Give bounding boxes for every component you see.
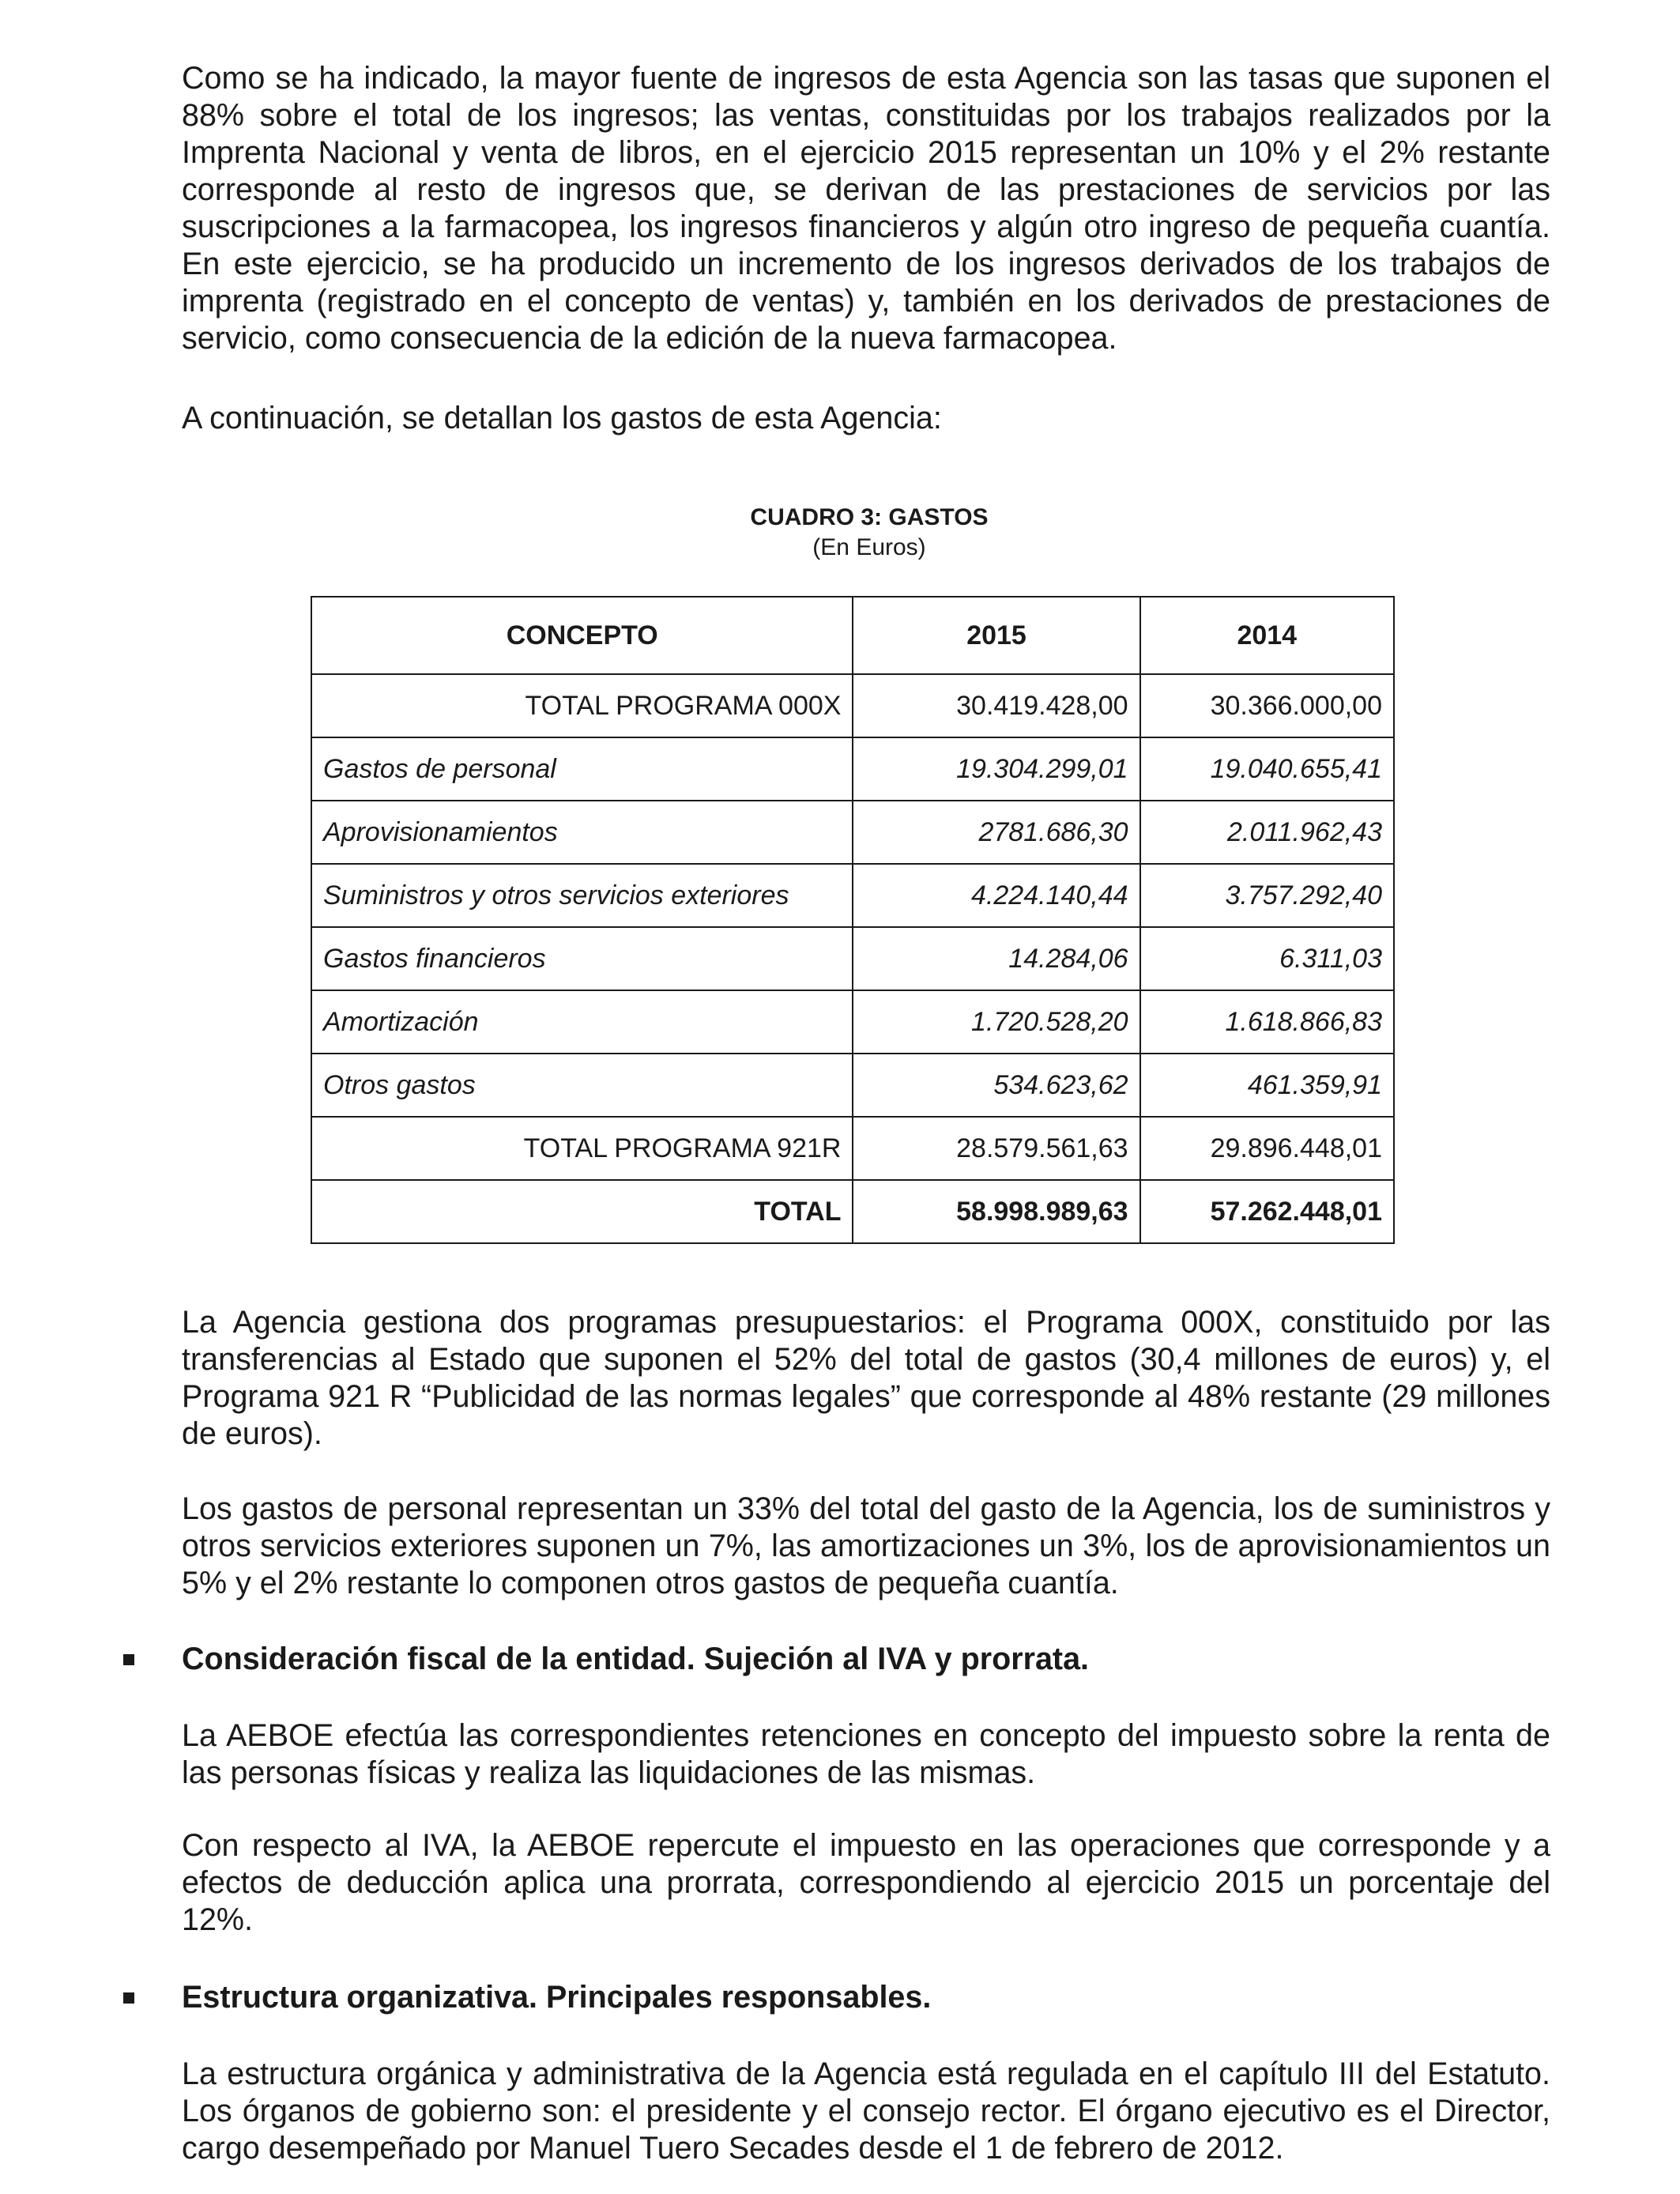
- gastos-table: [311, 596, 1395, 1244]
- table-row: [311, 927, 1394, 990]
- value-2014: 57.262.448,01: [1140, 1180, 1394, 1243]
- paragraph-programas: La Agencia gestiona dos programas presupuestarios: el Programa 000X, constituido por las transferencias al Estado que suponen el 52% del total de gastos (30,4 millones de euros) y, el Programa 921 R “Publicidad de las normas legales” que corresponde al 48% restante (29 millones de euros).: [182, 1305, 1550, 1451]
- table-row: [311, 864, 1394, 927]
- bullet-icon: [123, 1654, 134, 1665]
- row-label: Amortización: [311, 990, 853, 1054]
- paragraph-retenciones: La AEBOE efectúa las correspondientes retenciones en concepto del impuesto sobre la renta de las personas físicas y realiza las liquidaciones de las mismas.: [182, 1718, 1550, 1790]
- value-2015: 30.419.428,00: [853, 674, 1139, 737]
- header-2014: 2014: [1140, 597, 1394, 674]
- row-label: Suministros y otros servicios exteriores: [311, 864, 853, 927]
- row-label: TOTAL PROGRAMA 921R: [311, 1117, 853, 1180]
- table-header-row: [311, 597, 1394, 674]
- table-row: [311, 1117, 1394, 1180]
- value-2015: 28.579.561,63: [853, 1117, 1139, 1180]
- value-2014: 6.311,03: [1140, 927, 1394, 990]
- value-2015: 58.998.989,63: [853, 1180, 1139, 1243]
- table-title: CUADRO 3: GASTOS: [750, 504, 989, 530]
- row-label: Aprovisionamientos: [311, 801, 853, 864]
- value-2014: 2.011.962,43: [1140, 801, 1394, 864]
- row-label: Otros gastos: [311, 1054, 853, 1117]
- value-2015: 4.224.140,44: [853, 864, 1139, 927]
- table-row: [311, 674, 1394, 737]
- bullet-icon: [123, 1992, 134, 2004]
- value-2015: 1.720.528,20: [853, 990, 1139, 1054]
- heading-estructura: Estructura organizativa. Principales responsables.: [182, 1980, 932, 2015]
- value-2014: 29.896.448,01: [1140, 1117, 1394, 1180]
- header-concepto: CONCEPTO: [311, 597, 853, 674]
- value-2014: 30.366.000,00: [1140, 674, 1394, 737]
- value-2015: 534.623,62: [853, 1054, 1139, 1117]
- value-2015: 14.284,06: [853, 927, 1139, 990]
- table-row: [311, 801, 1394, 864]
- heading-consideracion-fiscal: Consideración fiscal de la entidad. Sujeción al IVA y prorrata.: [182, 1642, 1090, 1676]
- paragraph-estructura: La estructura orgánica y administrativa de la Agencia está regulada en el capítulo III del Estatuto. Los órganos de gobierno son: el presidente y el consejo rector. El órgano ejecutivo es el Director, cargo desempeñado por Manuel Tuero Secades desde el 1 de febrero de 2012.: [182, 2056, 1550, 2166]
- table-row: [311, 1054, 1394, 1117]
- paragraph-iva: Con respecto al IVA, la AEBOE repercute el impuesto en las operaciones que corresponde y a efectos de deducción aplica una prorrata, correspondiendo al ejercicio 2015 un porcentaje del 12%.: [182, 1828, 1550, 1937]
- paragraph-gastos-personal: Los gastos de personal representan un 33% del total del gasto de la Agencia, los de suministros y otros servicios exteriores suponen un 7%, las amortizaciones un 3%, los de aprovisionamientos un 5% y el 2% restante lo componen otros gastos de pequeña cuantía.: [182, 1491, 1550, 1600]
- row-label: TOTAL PROGRAMA 000X: [311, 674, 853, 737]
- table-subtitle: (En Euros): [812, 534, 926, 560]
- paragraph-intro-gastos: A continuación, se detallan los gastos de esta Agencia:: [182, 401, 942, 435]
- table-row: [311, 737, 1394, 801]
- value-2015: 19.304.299,01: [853, 737, 1139, 801]
- value-2014: 461.359,91: [1140, 1054, 1394, 1117]
- row-label: TOTAL: [311, 1180, 853, 1243]
- paragraph-ingresos: Como se ha indicado, la mayor fuente de ingresos de esta Agencia son las tasas que suponen el 88% sobre el total de los ingresos; las ventas, constituidas por los trabajos realizados por la Imprenta Nacional y venta de libros, en el ejercicio 2015 representan un 10% y el 2% restante corresponde al resto de ingresos que, se derivan de las prestaciones de servicios por las suscripciones a la farmacopea, los ingresos financieros y algún otro ingreso de pequeña cuantía. En este ejercicio, se ha producido un incremento de los ingresos derivados de los trabajos de imprenta (registrado en el concepto de ventas) y, también en los derivados de prestaciones de servicio, como consecuencia de la edición de la nueva farmacopea.: [182, 61, 1550, 356]
- row-label: Gastos financieros: [311, 927, 853, 990]
- table-row: [311, 990, 1394, 1054]
- value-2014: 1.618.866,83: [1140, 990, 1394, 1054]
- value-2015: 2781.686,30: [853, 801, 1139, 864]
- value-2014: 19.040.655,41: [1140, 737, 1394, 801]
- row-label: Gastos de personal: [311, 737, 853, 801]
- header-2015: 2015: [853, 597, 1139, 674]
- value-2014: 3.757.292,40: [1140, 864, 1394, 927]
- table-total-row: [311, 1180, 1394, 1243]
